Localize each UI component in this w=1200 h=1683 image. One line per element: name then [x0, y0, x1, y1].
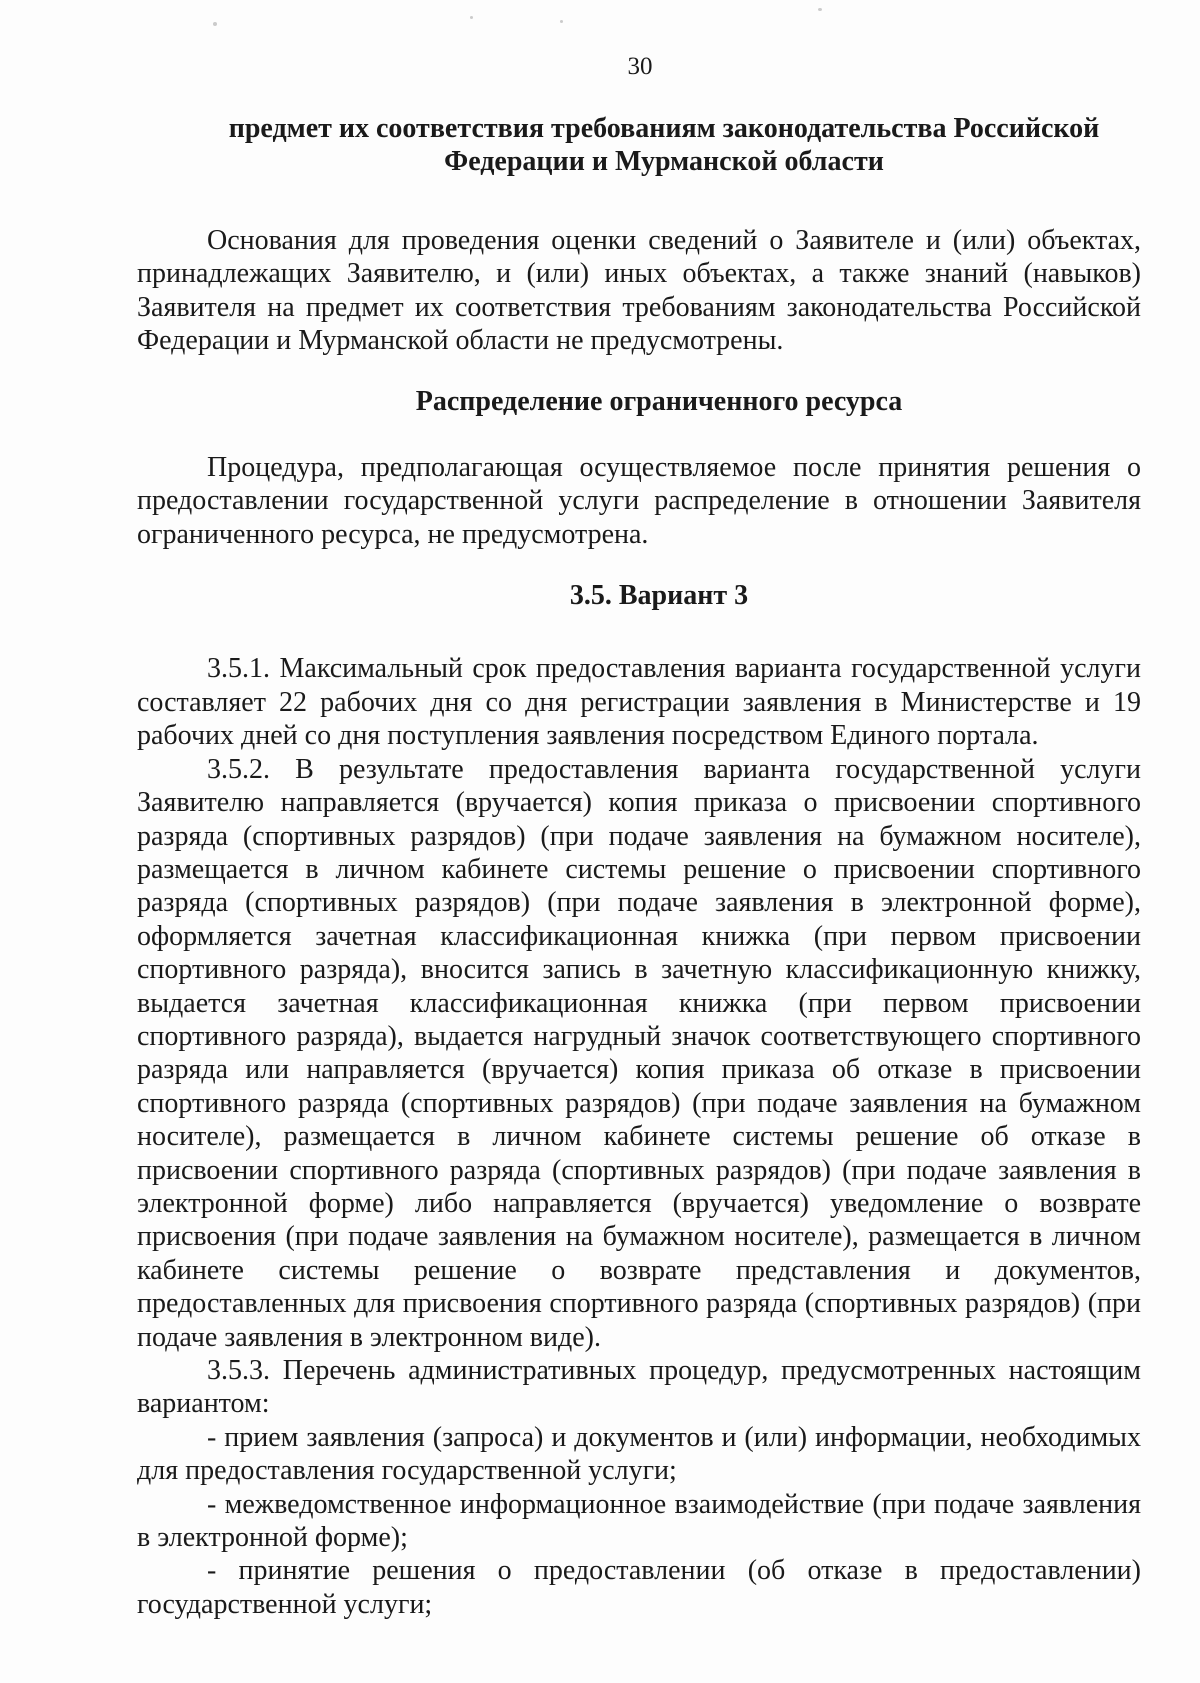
scan-speck [213, 22, 217, 26]
list-item-procedure: - прием заявления (запроса) и документов и (или) информации, необходимых для предоставления государственной услуги; [137, 1421, 1141, 1487]
page-number: 30 [627, 53, 653, 80]
list-item-procedure: - межведомственное информационное взаимодействие (при подаче заявления в электронной форме); [137, 1488, 1141, 1554]
scan-speck [470, 16, 473, 19]
paragraph-assessment-grounds: Основания для проведения оценки сведений о Заявителе и (или) объектах, принадлежащих Заявителю, и (или) иных объектах, а также знаний (навыков) Заявителя на предмет их соответствия требованиям законодательства Российской Федерации и Мурманской области не предусмотрены. [137, 224, 1141, 357]
scan-speck [818, 8, 822, 11]
paragraph-resource-procedure: Процедура, предполагающая осуществляемое после принятия решения о предоставлении государственной услуги распределение в отношении Заявителя ограниченного ресурса, не предусмотрена. [137, 451, 1141, 550]
paragraph-3-5-1: 3.5.1. Максимальный срок предоставления варианта государственной услуги составляет 22 рабочих дня со дня регистрации заявления в Министерстве и 19 рабочих дней со дня поступления заявления посредством Единого портала. [137, 653, 1141, 752]
scan-speck [560, 20, 563, 23]
heading-line: Федерации и Мурманской области [444, 146, 884, 178]
section-heading-resource: Распределение ограниченного ресурса [415, 386, 903, 418]
section-heading [137, 112, 1141, 179]
paragraph-3-5-2: 3.5.2. В результате предоставления варианта государственной услуги Заявителю направляется (вручается) копия приказа о присвоении спортивного разряда (спортивных разрядов) (при подаче заявления на бумажном носителе), размещается в личном кабинете системы решение о присвоении спортивного разряда (спортивных разрядов) (при подаче заявления в электронной форме), оформляется зачетная классификационная книжка (при первом присвоении спортивного разряда), вносится запись в зачетную классификационную книжку, выдается зачетная классификационная книжка (при первом присвоении спортивного разряда), выдается нагрудный значок соответствующего спортивного разряда или направляется (вручается) копия приказа об отказе в присвоении спортивного разряда (спортивных разрядов) (при подаче заявления на бумажном носителе), размещается в личном кабинете системы решение об отказе в присвоении спортивного разряда (спортивных разрядов) (при подаче заявления в электронной форме) либо направляется (вручается) уведомление о возврате присвоения (при подаче заявления на бумажном носителе), размещается в личном кабинете системы решение о возврате представления и документов, предоставленных для присвоения спортивного разряда (спортивных разрядов) (при подаче заявления в электронном виде). [137, 753, 1141, 1353]
document-body [137, 112, 1141, 1621]
heading-line: предмет их соответствия требованиям законодательства Российской [228, 113, 1100, 144]
list-item-procedure: - принятие решения о предоставлении (об отказе в предоставлении) государственной услуги; [137, 1555, 1141, 1620]
section-heading-variant: 3.5. Вариант 3 [569, 580, 749, 612]
paragraph-3-5-3: 3.5.3. Перечень административных процедур, предусмотренных настоящим вариантом: [137, 1355, 1141, 1420]
